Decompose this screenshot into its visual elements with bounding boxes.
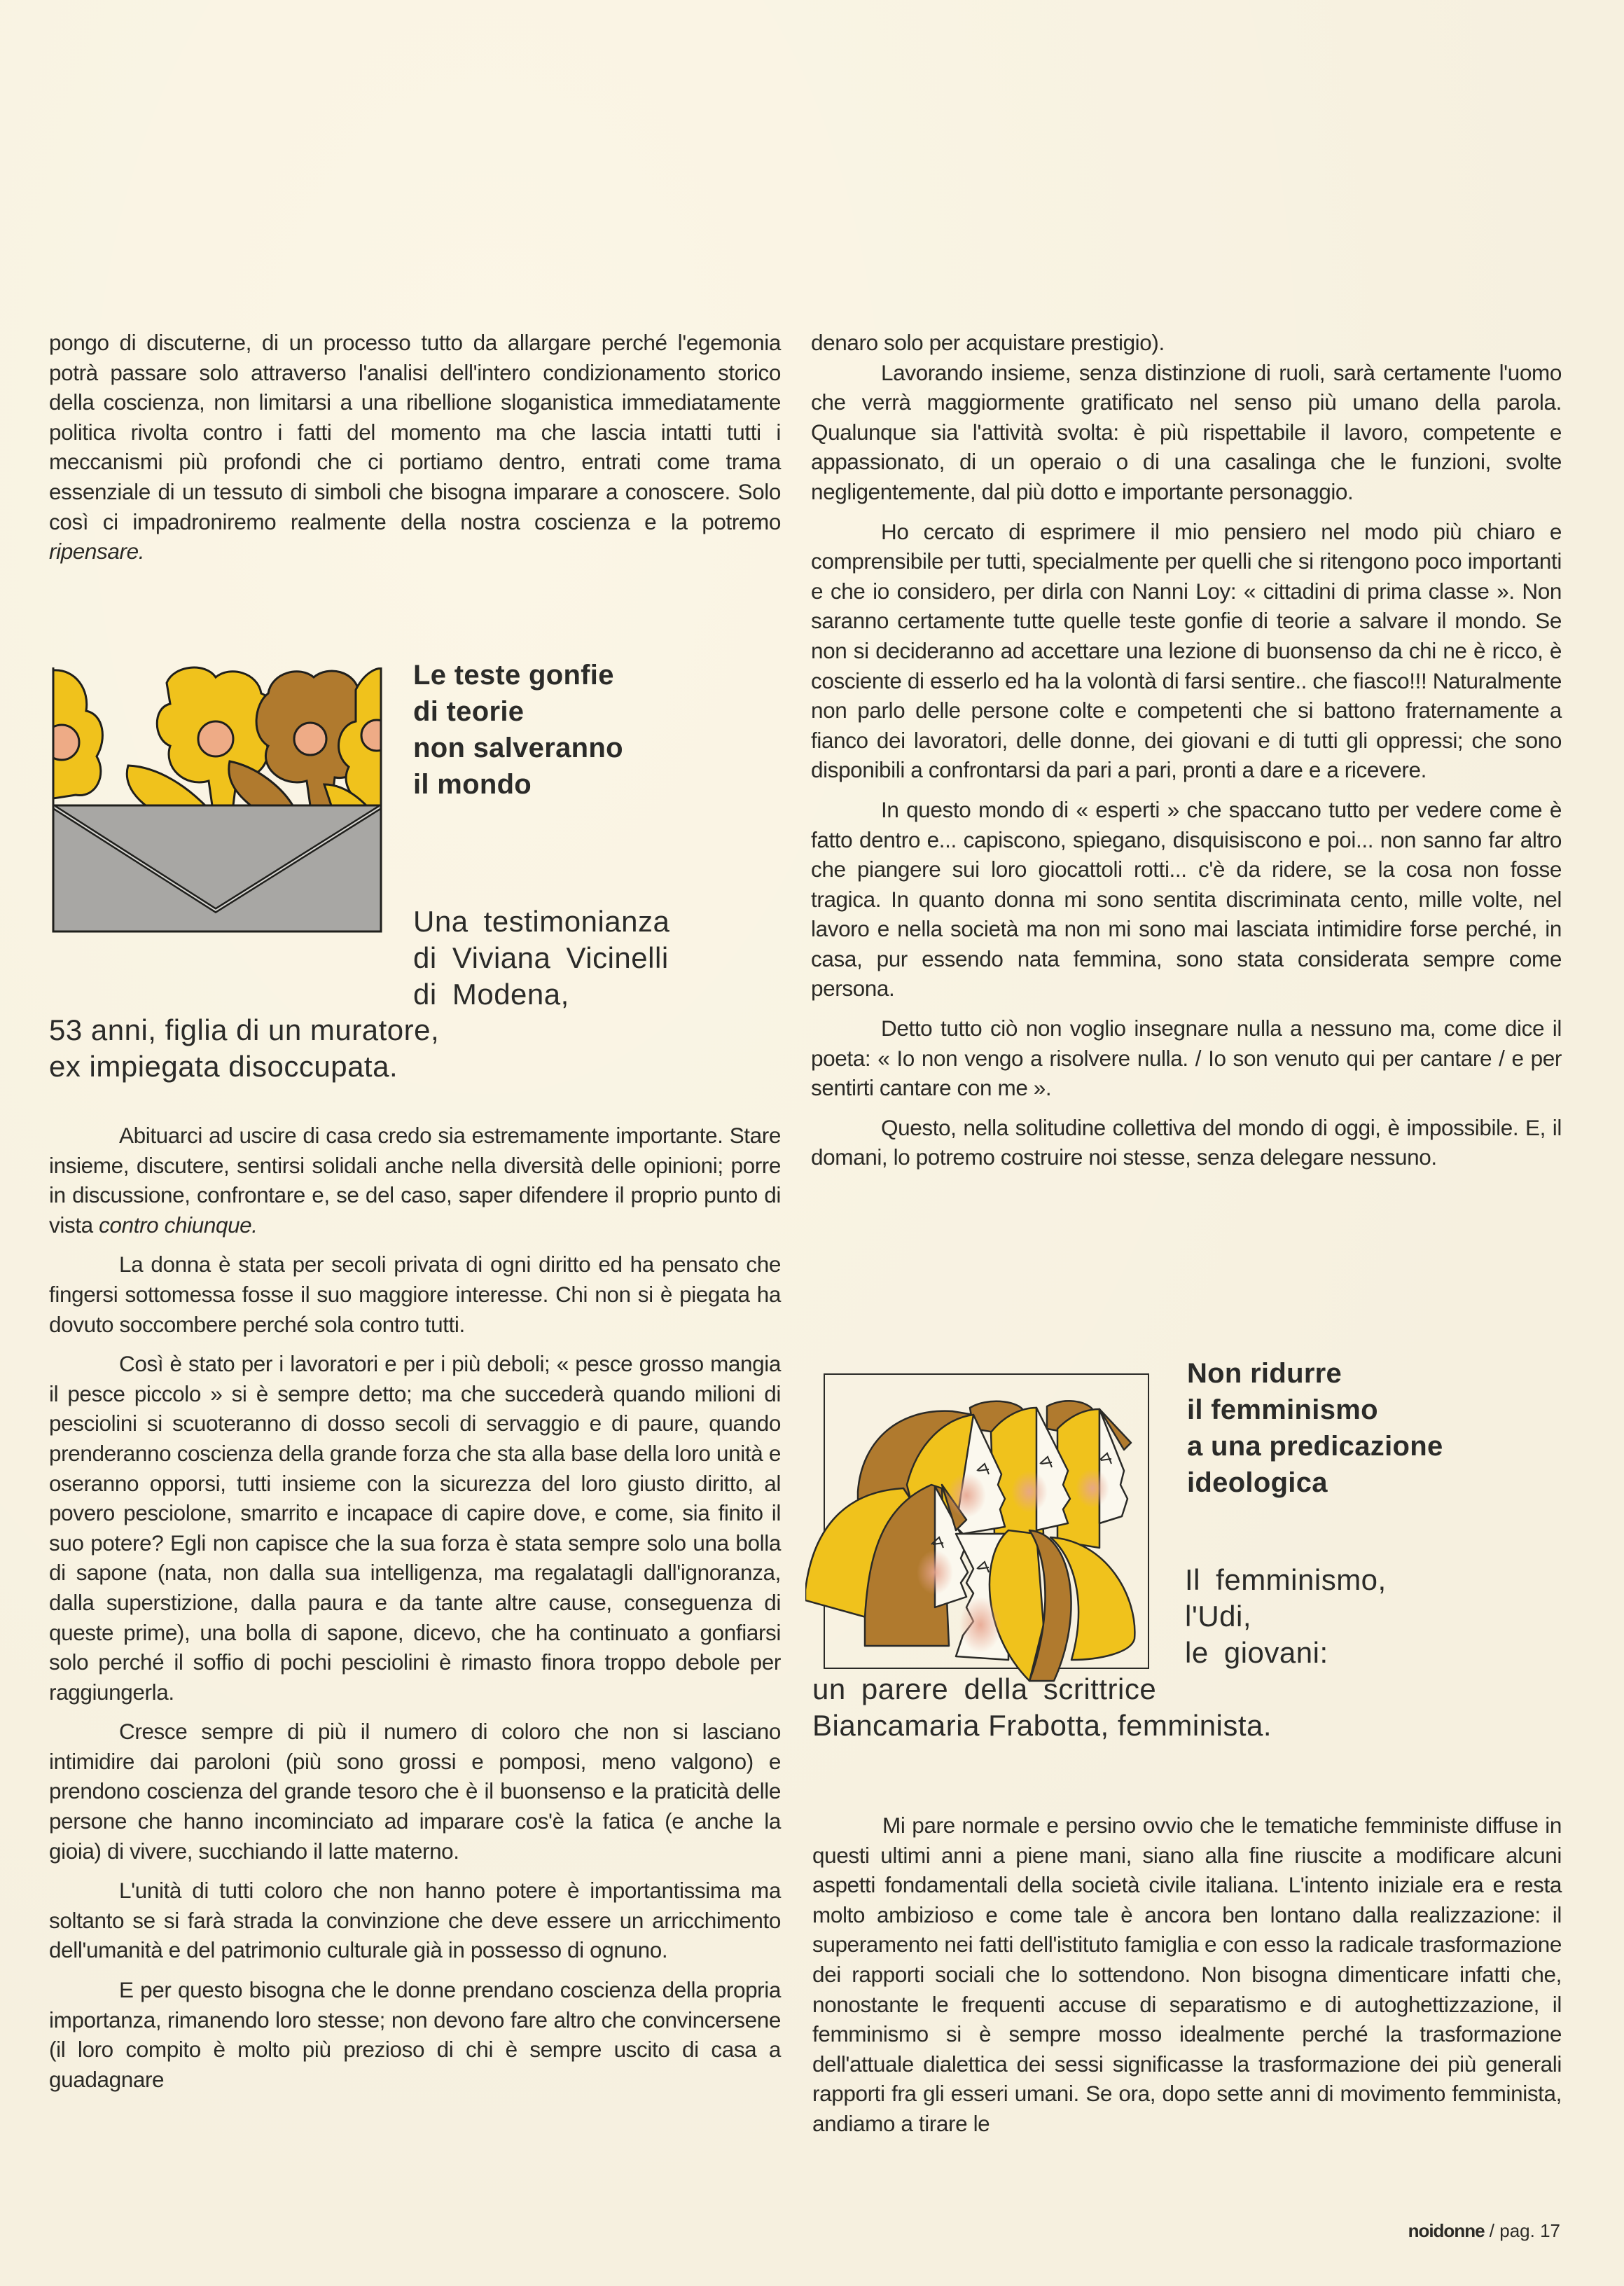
- article2-headline: Non ridurre il femminismo a una predicazione ideologica: [1187, 1358, 1443, 1498]
- right-continuation: [811, 328, 1562, 1172]
- page-number: pag. 17: [1499, 2220, 1560, 2241]
- article1-paragraph: Così è stato per i lavoratori e per i più deboli; « pesce grosso mangia il pesce piccolo » si è sempre detto; ma che succederà quando milioni di pesciolini si scuoteranno di dosso secoli di servaggio e di paure, quando prenderanno coscienza della grande forza che sta alla base della loro unità e oseranno opporsi, tutti insieme con la sicurezza del loro giusto diritto, al povero pesciolone, smarrito e incapace di capire dove, e come, sia finito il suo potere? Egli non capisce che la sua forza è stata sempre solo una bolla di sapone (nata, non dalla sua intelligenza, ma regalatagli dall'ignoranza, dalla superstizione, dalla paura e da tante altre cause, conseguenza di queste prime), una bolla di sapone, dicevo, che ha continuato a gonfiarsi solo perché il soffio di pochi pesciolini è rimasto finora troppo debole per raggiungerla.: [49, 1351, 781, 1705]
- continuation-paragraph: Lavorando insieme, senza distinzione di ruoli, sarà certamente l'uomo che verrà maggiormente gratificato nel senso più umano della parola. Qualunque sia l'attività svolta: è più rispettabile il lavoro, competente e appassionato, di un operaio o di una casalinga che le funzioni, svolte negligentemente, dal più dotto e importante personaggio.: [811, 359, 1562, 504]
- flowers-envelope-illustration: [48, 662, 392, 936]
- continuation-paragraph: Detto tutto ciò non voglio insegnare nulla a nessuno ma, come dice il poeta: « Io non vengo a risolvere nulla. / Io son venuto qui per cantare / e per sentirti cantare con me ».: [811, 1016, 1562, 1101]
- continuation-paragraph: denaro solo per acquistare prestigio).: [811, 330, 1165, 355]
- women-profiles-illustration: [805, 1359, 1163, 1709]
- article2-subtitle-right: Il femminismo, l'Udi, le giovani:: [1185, 1563, 1387, 1669]
- flowers-envelope-svg: [48, 662, 392, 936]
- article2-body: [812, 1810, 1562, 2139]
- left-intro-paragraph: [49, 328, 781, 567]
- women-profiles-svg: [805, 1359, 1163, 1709]
- article1-paragraph: E per questo bisogna che le donne prendano coscienza della propria importanza, rimanendo loro stesse; non devono fare altro che convincersene (il loro compito è molto più prezioso di chi è sempre uscito di casa a guadagnare: [49, 1977, 781, 2092]
- intro-text: pongo di discuterne, di un processo tutto da allargare perché l'egemonia potrà passare solo attraverso l'analisi dell'intero condizionamento storico della coscienza, non limitarsi a una ribellione sloganistica immediatamente politica rivolta contro i fatti del momento ma che lascia intatti tutti i meccanismi più profondi che ci portiamo dentro, entrati come trama essenziale di un tessuto di simboli che bisogna imparare a conoscere. Solo così ci impadroniremo realmente della nostra coscienza e la potremo: [49, 330, 781, 534]
- envelope: [53, 805, 381, 931]
- article1-subtitle-right: Una testimonianza di Viviana Vicinelli di Modena,: [413, 905, 670, 1011]
- article1-paragraph: Abituarci ad uscire di casa credo sia estremamente importante. Stare insieme, discutere, sentirsi solidali anche nella diversità delle opinioni; porre in discussione, confrontare e, se del caso, saper difendere il proprio punto di vista contro chiunque.: [49, 1123, 781, 1238]
- intro-italic-end: ripensare.: [49, 539, 145, 564]
- article1-subtitle-left: 53 anni, figlia di un muratore, ex impiegata disoccupata.: [49, 1013, 440, 1083]
- article1-paragraph: L'unità di tutti coloro che non hanno potere è importantissima ma soltanto se si farà strada la convinzione che deve essere un arricchimento dell'umanità e del patrimonio culturale già in possesso di ognuno.: [49, 1878, 781, 1963]
- continuation-paragraph: Ho cercato di esprimere il mio pensiero nel modo più chiaro e comprensibile per tutti, specialmente per quelli che si ritengono poco importanti e che io considero, per dirla con Nanni Loy: « cittadini di prima classe ». Non saranno certamente tutte quelle teste gonfie di teorie a salvare il mondo. Se non si decideranno ad accettare una lezione di buonsenso da chi ne è ricco, è cosciente di esserlo ed ha la volontà di farsi sentire.. che fiasco!!! Naturalmente non parlo delle persone colte e competenti che si battono fraternamente a fianco dei lavoratori, delle donne, dei giovani e di tutti gli oppressi; che sono disponibili a confrontarsi da pari a pari, pronti a dare e a ricevere.: [811, 518, 1562, 783]
- article1-paragraph: La donna è stata per secoli privata di ogni diritto ed ha pensato che fingersi sottomessa fosse il suo maggiore interesse. Chi non si è piegata ha dovuto soccombere perché sola contro tutti.: [49, 1252, 781, 1337]
- magazine-brand: noidonne: [1408, 2220, 1485, 2241]
- article2-subtitle-left: un parere della scrittrice Biancamaria Frabotta, femminista.: [812, 1672, 1272, 1742]
- article1-body: [49, 1121, 781, 2094]
- continuation-paragraph: In questo mondo di « esperti » che spaccano tutto per vedere come è fatto dentro e... capiscono, spiegano, disquisiscono e poi... non sanno far altro che piangere sui loro giocattoli rotti... c'è da ridere, se la cosa non fosse tragica. In quanto donna mi sono sentita discriminata cento, mille volte, nel lavoro e nella società ma non mi sono mai lasciata intimidire forse perché, in casa, pur essendo nata femmina, sono stata considerata sempre come persona.: [811, 796, 1562, 1002]
- article2-paragraph: Mi pare normale e persino ovvio che le tematiche femministe diffuse in questi ultimi anni a piene mani, siano alla fine riuscite a modificare alcuni aspetti fondamentali della società civile italiana. L'intento iniziale era e resta molto ambizioso e come tale è ancora ben lontano dalla realizzazione: il superamento nei fatti dell'istituto famiglia e con esso la radicale trasformazione dei rapporti sociali che lo sottendono. Non bisogna dimenticare infatti che, nonostante le frequenti accuse di separatismo e di autoghettizzazione, il femminismo si è sempre mosso idealmente perché la trasformazione dell'attuale dialettica dei sessi significasse la trasformazione dei più generali rapporti fra gli esseri umani. Se ora, dopo sette anni di movimento femminista, andiamo a tirare le: [812, 1813, 1562, 2136]
- page-footer: [1408, 2220, 1560, 2242]
- article1-headline: Le teste gonfie di teorie non salveranno il mondo: [413, 660, 623, 800]
- footer-separator: /: [1489, 2220, 1495, 2241]
- continuation-paragraph: Questo, nella solitudine collettiva del mondo di oggi, è impossibile. E, il domani, lo potremo costruire noi stesse, senza delegare nessuno.: [811, 1114, 1562, 1170]
- article1-paragraph: Cresce sempre di più il numero di coloro che non si lasciano intimidire dai paroloni (più sono grossi e pomposi, meno valgono) e prendono coscienza del grande tesoro che è il buonsenso e la praticità delle persone che hanno incominciato ad imparare cos'è la fatica (e anche la gioia) di vivere, succhiando il latte materno.: [49, 1719, 781, 1864]
